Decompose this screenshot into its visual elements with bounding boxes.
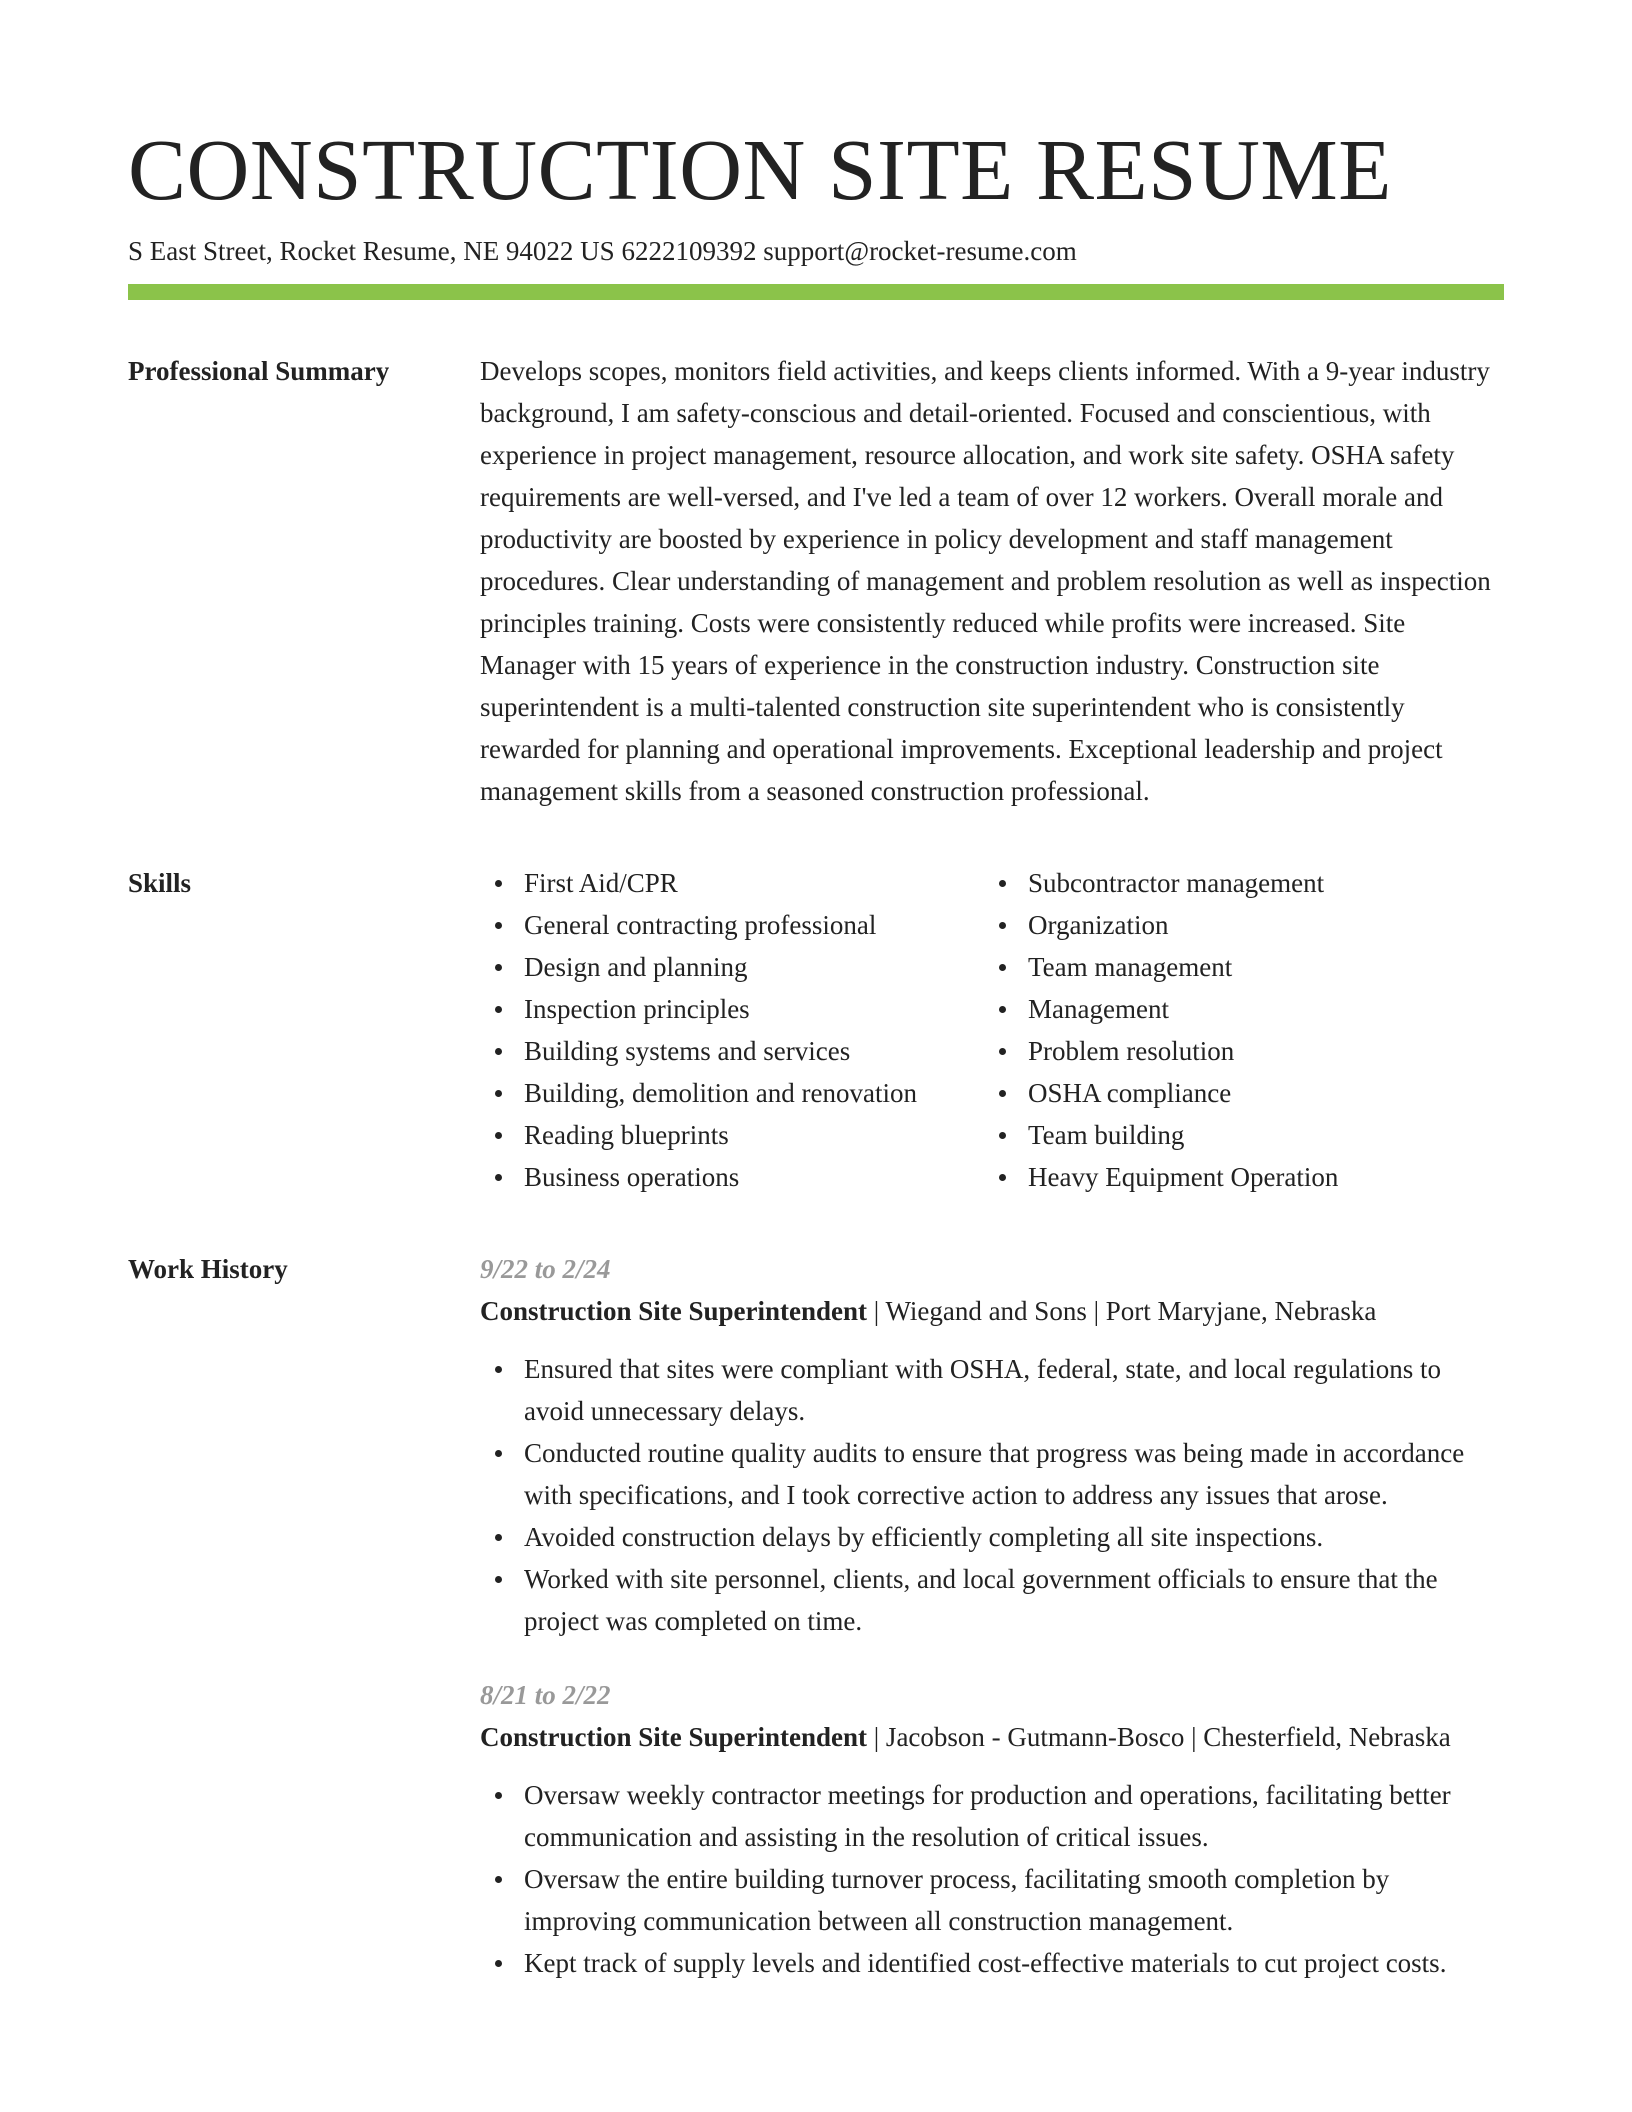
skill-item: Team building (1028, 1114, 1338, 1156)
job-company-location: | Wiegand and Sons | Port Maryjane, Nebraska (867, 1296, 1377, 1326)
skills-section (128, 862, 1504, 1198)
job-bullet: Oversaw weekly contractor meetings for production and operations, facilitating better communication and assisting in the resolution of critical issues. (524, 1774, 1504, 1858)
job-bullet: Avoided construction delays by efficiently completing all site inspections. (524, 1516, 1504, 1558)
section-label-skills: Skills (128, 868, 192, 898)
work-history-section (128, 1248, 1504, 2016)
job-title: Construction Site Superintendent (480, 1722, 868, 1752)
job-company-location: | Jacobson - Gutmann-Bosco | Chesterfield, Nebraska (867, 1722, 1451, 1752)
skill-item: Team management (1028, 946, 1338, 988)
resume-page (128, 118, 1504, 2016)
skills-column-2 (984, 862, 1338, 1198)
section-label-summary: Professional Summary (128, 356, 390, 386)
skill-item: Design and planning (524, 946, 984, 988)
job-entry (480, 1248, 1504, 1642)
professional-summary-section (128, 350, 1504, 812)
skill-item: Reading blueprints (524, 1114, 984, 1156)
job-bullet: Worked with site personnel, clients, and local government officials to ensure that the project was completed on time. (524, 1558, 1504, 1642)
job-dates: 9/22 to 2/24 (480, 1254, 611, 1284)
skill-item: Inspection principles (524, 988, 984, 1030)
job-bullets (480, 1348, 1504, 1642)
job-title: Construction Site Superintendent (480, 1296, 868, 1326)
skill-item: General contracting professional (524, 904, 984, 946)
skill-item: Building systems and services (524, 1030, 984, 1072)
work-history-content (480, 1248, 1504, 2016)
job-bullets (480, 1774, 1504, 1984)
job-bullet: Oversaw the entire building turnover process, facilitating smooth completion by improving communication between all construction management. (524, 1858, 1504, 1942)
skill-item: Business operations (524, 1156, 984, 1198)
resume-title: CONSTRUCTION SITE RESUME (128, 121, 1392, 218)
skill-item: OSHA compliance (1028, 1072, 1338, 1114)
job-bullet: Kept track of supply levels and identified cost-effective materials to cut project costs. (524, 1942, 1504, 1984)
section-label-work-history: Work History (128, 1254, 288, 1284)
skills-column-1 (480, 862, 984, 1198)
skill-item: Heavy Equipment Operation (1028, 1156, 1338, 1198)
skill-item: Building, demolition and renovation (524, 1072, 984, 1114)
skill-item: First Aid/CPR (524, 862, 984, 904)
skills-columns (480, 862, 1504, 1198)
contact-line: S East Street, Rocket Resume, NE 94022 US 6222109392 support@rocket-resume.com (128, 236, 1077, 266)
job-entry (480, 1674, 1504, 1984)
skill-item: Management (1028, 988, 1338, 1030)
summary-text: Develops scopes, monitors field activities, and keeps clients informed. With a 9-year industry background, I am safety-conscious and detail-oriented. Focused and conscientious, with experience in project management, resource allocation, and work site safety. OSHA safety requirements are well-versed, and I've led a team of over 12 workers. Overall morale and productivity are boosted by experience in policy development and staff management procedures. Clear understanding of management and problem resolution as well as inspection principles training. Costs were consistently reduced while profits were increased. Site Manager with 15 years of experience in the construction industry. Construction site superintendent is a multi-talented construction site superintendent who is consistently rewarded for planning and operational improvements. Exceptional leadership and project management skills from a seasoned construction professional. (480, 356, 1491, 806)
job-bullet: Conducted routine quality audits to ensure that progress was being made in accordance with specifications, and I took corrective action to address any issues that arose. (524, 1432, 1504, 1516)
skill-item: Problem resolution (1028, 1030, 1338, 1072)
skill-item: Subcontractor management (1028, 862, 1338, 904)
job-bullet: Ensured that sites were compliant with OSHA, federal, state, and local regulations to avoid unnecessary delays. (524, 1348, 1504, 1432)
job-dates: 8/21 to 2/22 (480, 1680, 611, 1710)
job-heading (480, 1716, 1504, 1758)
accent-divider (128, 284, 1504, 300)
skill-item: Organization (1028, 904, 1338, 946)
job-heading (480, 1290, 1504, 1332)
